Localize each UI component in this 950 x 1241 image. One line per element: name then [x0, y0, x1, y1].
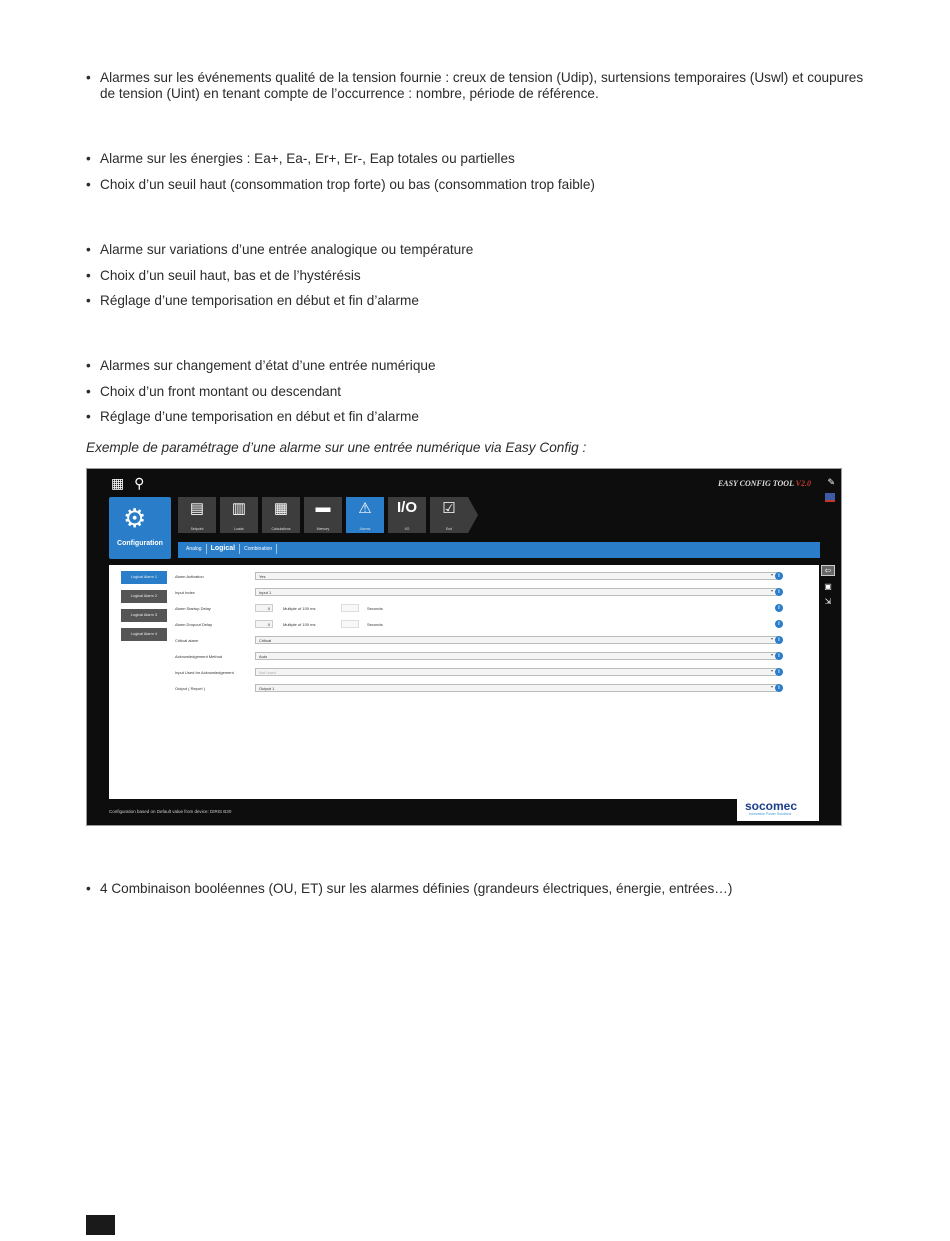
info-icon[interactable]: i	[775, 604, 783, 612]
chevron-down-icon: ▾	[770, 588, 773, 593]
bullet-item: • Alarmes sur les événements qualité de la tension fournie : creux de tension (Udip), surtensions temporaires (Uswl) et coupures de tension (Uint) en tenant compte de l’occurrence : nombre, période de référence.	[86, 70, 866, 102]
field-label: Alarm Dropout Delay	[175, 622, 213, 627]
field-label: Alarm Activation	[175, 574, 204, 579]
bullet-item: • Réglage d’une temporisation en début et fin d’alarme	[86, 409, 866, 425]
bullet-item: • Choix d’un seuil haut (consommation trop forte) ou bas (consommation trop faible)	[86, 177, 866, 193]
setpoint-icon: ▤	[189, 500, 205, 517]
content-panel	[109, 565, 819, 799]
gears-icon: ⚙	[123, 503, 147, 533]
figure-caption: Exemple de paramétrage d’une alarme sur une entrée numérique via Easy Config :	[86, 440, 587, 455]
chevron-down-icon: ▾	[770, 572, 773, 577]
section-digital	[86, 358, 866, 435]
checkbox-icon: ☑	[442, 500, 456, 517]
output-report-select[interactable]: Output 1	[255, 684, 777, 692]
field-label: Input Index	[175, 590, 195, 595]
alarm-item-3[interactable]: Logical Alarm 3	[121, 609, 167, 622]
socomec-logo	[737, 795, 819, 821]
multiplier-label: Multiple of 100 ms	[283, 606, 316, 611]
alarm-list	[121, 571, 167, 647]
bullet-item: • Alarme sur variations d’une entrée analogique ou température	[86, 242, 866, 258]
subtab-logical[interactable]: Logical	[207, 544, 241, 554]
field-label: Critical alarm	[175, 638, 199, 643]
field-row	[175, 667, 795, 679]
info-icon[interactable]: i	[775, 668, 783, 676]
connect-icon[interactable]: ⚲	[134, 475, 145, 491]
bullet-item: • Alarmes sur changement d’état d’une entrée numérique	[86, 358, 866, 374]
subtab-analog[interactable]: Analog	[182, 544, 207, 554]
tab-memory[interactable]: ▬ Memory	[304, 497, 342, 533]
section-boolean	[86, 881, 866, 907]
tools-icon[interactable]: ✎	[827, 477, 835, 487]
field-row	[175, 571, 795, 583]
info-icon[interactable]: i	[775, 588, 783, 596]
back-icon[interactable]: ⇦	[821, 565, 835, 576]
acknowledgement-method-select[interactable]: Auto	[255, 652, 777, 660]
field-label: Acknowledgement Method	[175, 654, 223, 659]
startup-delay-stepper[interactable]: 0	[255, 604, 273, 612]
top-icons	[111, 475, 150, 492]
memory-icon: ▬	[315, 499, 331, 516]
field-row	[175, 603, 795, 615]
input-index-select[interactable]: Input 1	[255, 588, 777, 596]
info-icon[interactable]: i	[775, 684, 783, 692]
info-icon[interactable]: i	[775, 620, 783, 628]
info-icon[interactable]: i	[775, 636, 783, 644]
export-icon[interactable]: ⇲	[824, 597, 832, 606]
bullet-item: • Alarme sur les énergies : Ea+, Ea-, Er+, Er-, Eap totales ou partielles	[86, 151, 866, 167]
brand-tagline: Innovative Power Solutions	[749, 812, 792, 816]
loads-icon: ▥	[231, 500, 247, 517]
alarm-item-4[interactable]: Logical Alarm 4	[121, 628, 167, 641]
app-version: V2.0	[795, 479, 811, 488]
seconds-label: Seconds	[367, 606, 383, 611]
warning-icon: ⚠	[358, 500, 372, 517]
dropout-seconds-field	[341, 620, 359, 628]
save-icon[interactable]: ▣	[824, 582, 832, 591]
brand-name: socomec	[745, 799, 798, 813]
critical-alarm-select[interactable]: Critical	[255, 636, 777, 644]
dropout-delay-stepper[interactable]: 0	[255, 620, 273, 628]
startup-seconds-field	[341, 604, 359, 612]
chevron-down-icon: ▾	[770, 668, 773, 673]
tab-setpoint[interactable]: ▤ Setpoint	[178, 497, 216, 533]
bullet-item: • Choix d’un front montant ou descendant	[86, 384, 866, 400]
tab-calculations[interactable]: ▦ Calculations	[262, 497, 300, 533]
section-energy	[86, 151, 866, 202]
tab-loads[interactable]: ▥ Loads	[220, 497, 258, 533]
field-row	[175, 651, 795, 663]
app-title: EASY CONFIG TOOL V2.0	[717, 479, 811, 488]
io-icon: I/O	[396, 499, 417, 516]
chevron-down-icon: ▾	[770, 684, 773, 689]
field-row	[175, 683, 795, 695]
step-tabs	[178, 497, 478, 533]
field-label: Alarm Startup Delay	[175, 606, 211, 611]
field-row	[175, 587, 795, 599]
info-icon[interactable]: i	[775, 652, 783, 660]
bullet-item: • Choix d’un seuil haut, bas et de l’hystérésis	[86, 268, 866, 284]
field-label: Output ( Report )	[175, 686, 206, 691]
right-toolbar	[821, 565, 835, 612]
config-footer: Configuration based on Default value from device: DIRIS B30	[109, 809, 232, 814]
tabs-arrow	[468, 497, 478, 533]
bullet-item: • 4 Combinaison booléennes (OU, ET) sur les alarmes définies (grandeurs électriques, énergie, entrées…)	[86, 881, 866, 897]
tab-io[interactable]: I/O I/O	[388, 497, 426, 533]
language-flag-icon[interactable]	[825, 493, 835, 502]
easy-config-screenshot	[86, 468, 842, 826]
chevron-down-icon: ▾	[770, 636, 773, 641]
subtab-combination[interactable]: Combination	[240, 544, 277, 554]
subtab-bar	[178, 542, 820, 558]
section-voltage-quality	[86, 70, 866, 112]
tab-end[interactable]: ☑ End	[430, 497, 468, 533]
ack-input-select[interactable]: Not Used	[255, 668, 777, 676]
configuration-label: Configuration	[117, 540, 163, 547]
section-analog	[86, 242, 866, 319]
configuration-tile[interactable]	[109, 497, 171, 559]
alarm-item-2[interactable]: Logical Alarm 2	[121, 590, 167, 603]
alarm-item-1[interactable]: Logical Alarm 1	[121, 571, 167, 584]
field-row	[175, 619, 795, 631]
info-icon[interactable]: i	[775, 572, 783, 580]
chevron-down-icon: ▾	[770, 652, 773, 657]
multiplier-label: Multiple of 100 ms	[283, 622, 316, 627]
field-label: Input Used for Acknowledgement	[175, 670, 234, 675]
field-row	[175, 635, 795, 647]
calculations-icon: ▦	[273, 500, 289, 517]
page-marker	[86, 1215, 115, 1235]
seconds-label: Seconds	[367, 622, 383, 627]
bullet-item: • Réglage d’une temporisation en début et fin d’alarme	[86, 293, 866, 309]
tab-alarms[interactable]: ⚠ Alarms	[346, 497, 384, 533]
alarm-activation-select[interactable]: Yes	[255, 572, 777, 580]
grid-menu-icon[interactable]: ▦	[111, 475, 125, 491]
